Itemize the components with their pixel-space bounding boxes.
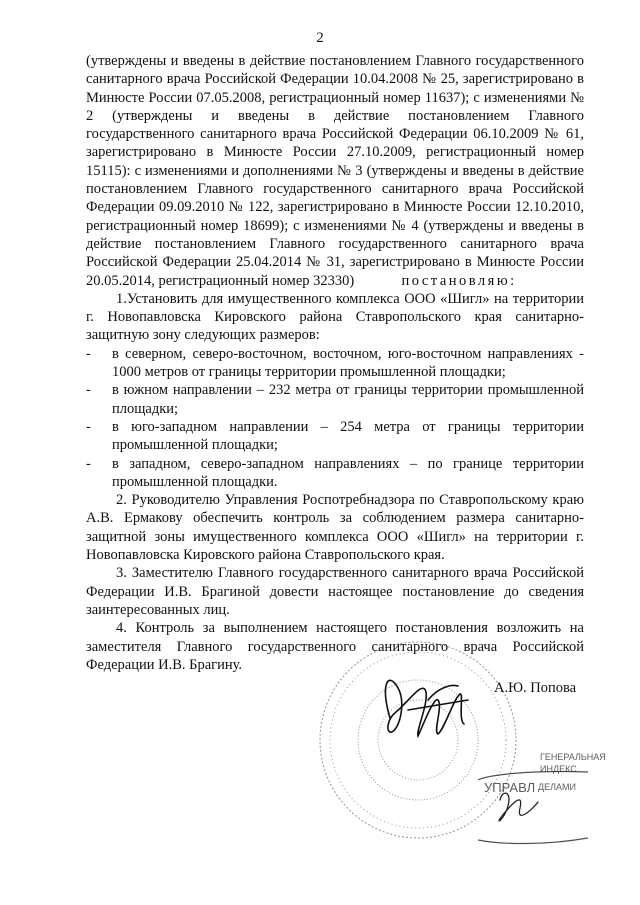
dash-item-text: в юго-западном направлении – 254 метра от границы территории промышленной площадки; [112, 418, 584, 454]
item-3: 3. Заместителю Главного государственного санитарного врача Российской Федерации И.В. Брагиной довести настоящее постановление до сведения заинтересованных лиц. [86, 565, 584, 618]
document-body [86, 52, 584, 674]
signer-name: А.Ю. Попова [494, 680, 577, 696]
item-1: 1.Установить для имущественного комплекса ООО «Шигл» на территории г. Новопавловска Кировского района Ставропольского края санитарно-защитную зону следующих размеров: [86, 290, 584, 344]
dash-item-text: в северном, северо-восточном, восточном, юго-восточном направлениях - 1000 метров от границы территории промышленной площадки; [112, 345, 584, 381]
dash-item-text: в южном направлении – 232 метра от границы территории промышленной площадки; [112, 382, 584, 417]
dash-marker: - [86, 345, 91, 362]
dash-marker: - [86, 455, 91, 472]
dash-marker: - [86, 382, 91, 399]
dash-marker: - [86, 418, 91, 435]
dash-item [86, 381, 584, 418]
dash-item [86, 345, 584, 382]
intro-paragraph [86, 52, 584, 290]
dash-item [86, 455, 584, 492]
official-seal-image [288, 640, 618, 890]
svg-text:ГЕНЕРАЛЬНАЯ: ГЕНЕРАЛЬНАЯ [540, 752, 606, 762]
svg-text:ДЕЛАМИ: ДЕЛАМИ [538, 782, 576, 792]
item-4: 4. Контроль за выполнением настоящего постановления возложить на заместителя Главного государственного санитарного врача Российской Федерации И.В. Брагину. [86, 620, 584, 673]
intro-text: (утверждены и введены в действие постановлением Главного государственного санитарного врача Российской Федерации 10.04.2008 № 25, зарегистрировано в Минюсте России 07.05.2008, регистрационный номер 11637); с изменениями № 2 (утверждены и введены в действие постановлением Главного государственного санитарного врача Российской Федерации 06.10.2009 № 61, зарегистрировано в Минюсте России 27.10.2009, регистрационный номер 15115): с изменениями и дополнениями № 3 (утверждены и введены в действие постановлением Главного государственного санитарного врача Российской Федерации 09.09.2010 № 122, зарегистрировано в Минюсте России 12.10.2010, регистрационный номер 18699); с изменениями № 4 (утверждены и введены в действие постановлением Главного государственного санитарного врача Российской Федерации 25.04.2014 № 31, зарегистрировано в Минюсте России 20.05.2014, регистрационный номер 32330) [86, 53, 584, 289]
item-2: 2. Руководителю Управления Роспотребнадзора по Ставропольскому краю А.В. Ермакову обеспечить контроль за соблюдением размера санитарно-защитной зоны имущественного комплекса ООО «Шигл» на территории г. Новопавловска Кировского района Ставропольского края. [86, 492, 584, 564]
svg-text:ИНДЕКС: ИНДЕКС [540, 764, 577, 774]
decree-word: постановляю: [401, 272, 517, 289]
dash-item [86, 418, 584, 455]
page-number: 2 [316, 30, 324, 46]
svg-text:УПРАВЛ: УПРАВЛ [484, 780, 536, 795]
dash-item-text: в западном, северо-западном направлениях – по границе территории промышленной площадки. [112, 455, 584, 490]
